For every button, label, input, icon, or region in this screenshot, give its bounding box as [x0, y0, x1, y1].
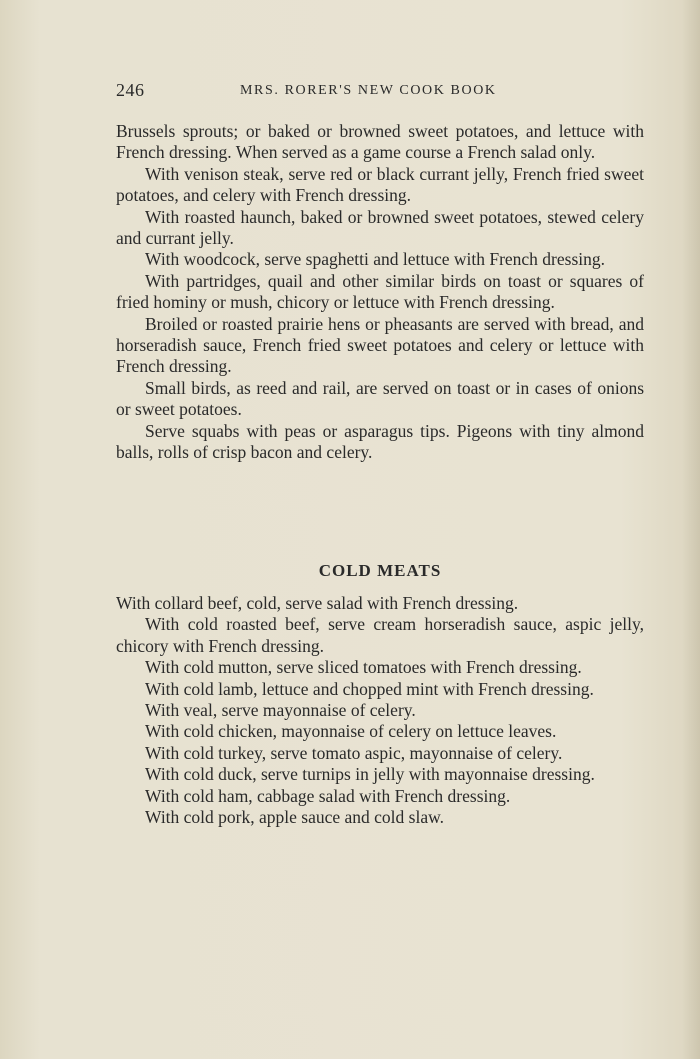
paragraph: Brussels sprouts; or baked or browned sweet potatoes, and lettuce with French dressing. When served as a game course a French salad only. — [116, 121, 644, 163]
paragraph: With partridges, quail and other similar birds on toast or squares of fried hominy or mush, chicory or lettuce with French dressing. — [116, 270, 644, 313]
paragraph: With cold turkey, serve tomato aspic, mayonnaise of celery. — [145, 742, 563, 763]
paragraph: Serve squabs with peas or asparagus tips. Pigeons with tiny almond balls, rolls of crisp bacon and celery. — [116, 420, 644, 463]
page-number: 246 — [116, 80, 145, 100]
paragraph: With veal, serve mayonnaise of celery. — [145, 700, 416, 721]
paragraph: With cold pork, apple sauce and cold slaw. — [145, 807, 444, 828]
paragraph: Small birds, as reed and rail, are served on toast or in cases of onions or sweet potatoes. — [116, 377, 644, 420]
paragraph: With cold roasted beef, serve cream horseradish sauce, aspic jelly, chicory with French dressing. — [116, 614, 644, 656]
paragraph: With roasted haunch, baked or browned sweet potatoes, stewed celery and currant jelly. — [116, 206, 644, 249]
game-accompaniments-text — [116, 121, 644, 464]
cold-meats-text — [116, 593, 644, 828]
paragraph: Broiled or roasted prairie hens or pheasants are served with bread, and horseradish sauce, French fried sweet potatoes and celery or lettuce with French dressing. — [116, 313, 644, 377]
page-header — [116, 80, 644, 106]
paragraph: With collard beef, cold, serve salad with French dressing. — [116, 593, 519, 613]
paragraph: With cold ham, cabbage salad with French dressing. — [145, 785, 511, 806]
paragraph: With cold duck, serve turnips in jelly with mayonnaise dressing. — [145, 764, 595, 785]
running-head: MRS. RORER'S NEW COOK BOOK — [240, 83, 497, 98]
paragraph: With venison steak, serve red or black currant jelly, French fried sweet potatoes, and celery with French dressing. — [116, 163, 644, 206]
paragraph: With cold lamb, lettuce and chopped mint with French dressing. — [145, 678, 594, 699]
paragraph: With woodcock, serve spaghetti and lettuce with French dressing. — [145, 249, 606, 270]
section-heading-cold-meats: COLD MEATS — [318, 561, 442, 580]
page-edge-shadow — [682, 0, 700, 1059]
paragraph: With cold mutton, serve sliced tomatoes with French dressing. — [145, 657, 582, 678]
paragraph: With cold chicken, mayonnaise of celery on lettuce leaves. — [145, 721, 557, 742]
